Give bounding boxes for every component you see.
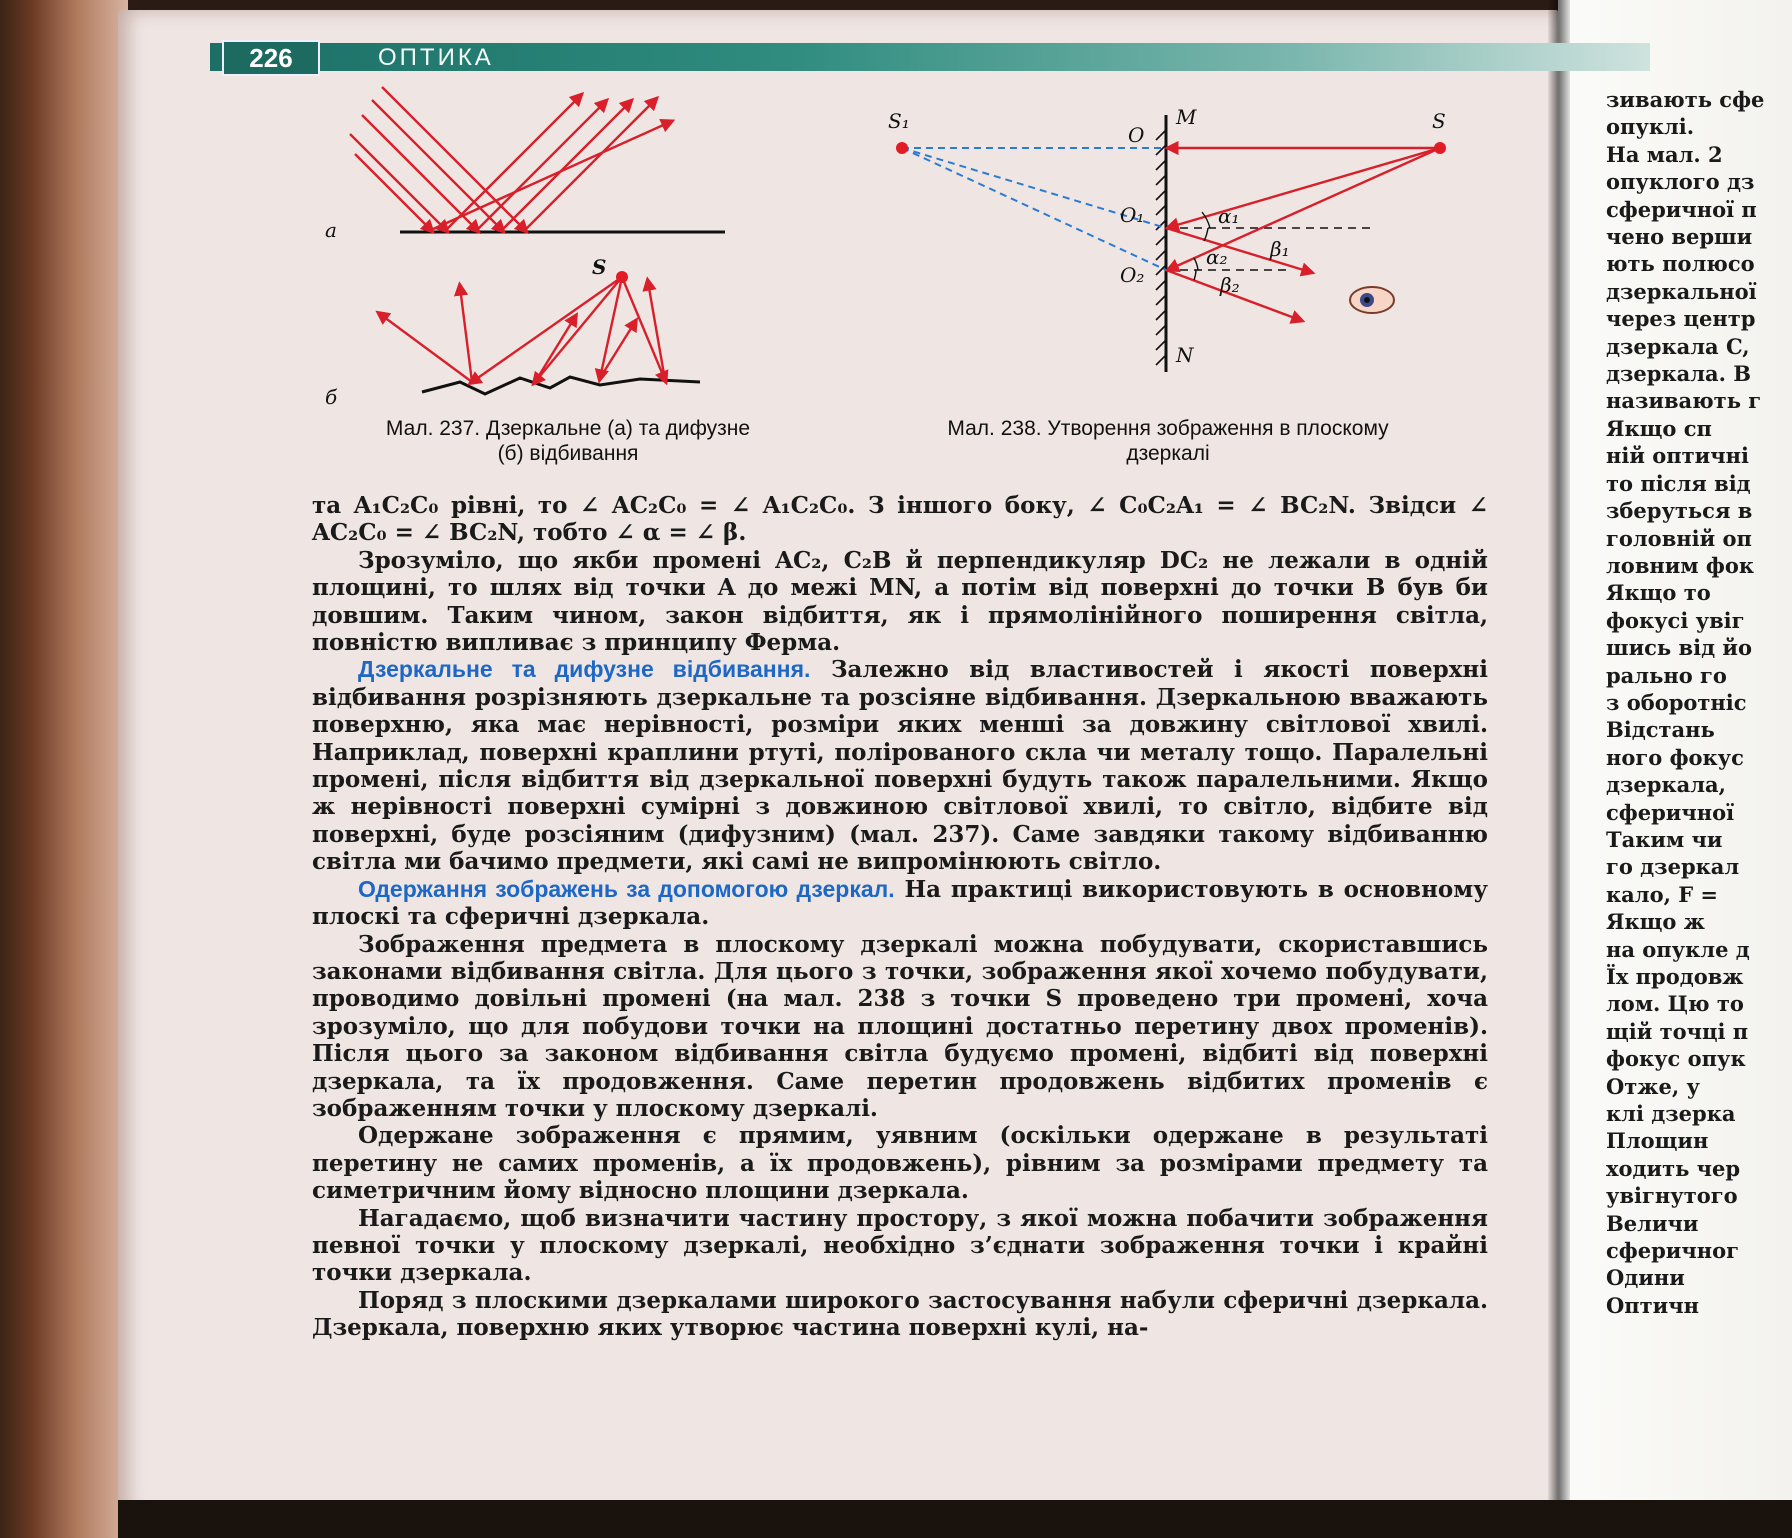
figure-238-caption-line1: Мал. 238. Утворення зображення в плоскому [947, 417, 1389, 440]
line: Отже, у [1606, 1073, 1700, 1099]
label-b: б [325, 385, 338, 409]
reflected-rays [431, 96, 670, 230]
figure-237-caption-line2: (б) відбивання [497, 442, 639, 465]
figure-238 [880, 100, 1460, 380]
line: ходить чер [1606, 1155, 1741, 1181]
figure-238-caption-line2: дзеркалі [1126, 442, 1210, 465]
line: лом. Цю то [1606, 991, 1744, 1017]
line: кало, F = [1606, 881, 1719, 907]
main-text [312, 492, 1488, 1342]
line: сферичног [1606, 1238, 1739, 1264]
light-source-S [616, 271, 628, 283]
line: зберуться в [1606, 498, 1753, 524]
line: сферичної [1606, 799, 1735, 825]
line: го дзеркал [1606, 854, 1740, 880]
line: фокусі увіг [1606, 607, 1745, 633]
rough-surface-line [422, 377, 700, 394]
label-alpha1: α₁ [1218, 204, 1240, 228]
line: називають г [1606, 388, 1762, 414]
label-S: S [592, 255, 607, 279]
line: дзеркальної [1606, 278, 1757, 304]
label-a: а [325, 218, 337, 242]
line: Якщо то [1606, 580, 1711, 606]
label-M: M [1176, 105, 1197, 129]
line: опуклі. [1606, 114, 1695, 140]
eye-icon [1350, 287, 1394, 313]
line: сферичної п [1606, 196, 1757, 222]
paragraph [312, 492, 1488, 547]
line: Таким чи [1606, 826, 1723, 852]
line: клі дзерка [1606, 1101, 1736, 1127]
next-page-column [1606, 86, 1792, 1319]
paragraph-text: Залежно від властивостей і якості поверхні відбивання розрізняють дзеркальне та розсіяне відбивання. Дзеркальною вважають поверхню, яка має нерівності, розміри яких менші за довжину світлової хвилі. Наприклад, поверхні краплини ртуті, полірованого скла чи металу тощо. Паралельні промені, після відбиття від дзеркальної поверхні будуть також паралельними. Якщо ж нерівності поверхні сумірні з довжиною світлової хвилі, то світло, відбите від поверхні, буде розсіяним (дифузним) (мал. 237). Саме завдяки такому відбиванню світла ми бачимо предмети, які самі не випромінюють світло. [312, 656, 1488, 876]
diffuse-rays [380, 277, 665, 382]
paragraph [312, 1122, 1488, 1204]
line: зивають сфе [1606, 87, 1765, 112]
line: Відстань [1606, 717, 1715, 743]
figure-237-caption [318, 416, 818, 466]
book-gutter [1548, 0, 1570, 1538]
specular-reflection-diagram [350, 87, 725, 232]
line: фокус опук [1606, 1046, 1746, 1072]
label-alpha2: α₂ [1206, 245, 1228, 269]
section-title: ОПТИКА [378, 44, 494, 71]
paragraph [312, 931, 1488, 1123]
line: ловним фок [1606, 552, 1755, 578]
line: Площин [1606, 1128, 1709, 1154]
line: дзеркала. В [1606, 361, 1752, 387]
label-O1: O₁ [1120, 203, 1145, 227]
paragraph-text: Одержане зображення є прямим, уявним (оскільки одержане в результаті перетину не самих променів, а їх продовжень), рівним за розмірами предмету та симетричним йому відносно площини дзеркала. [312, 1122, 1488, 1205]
book-spine-left [0, 0, 128, 1538]
paragraph [312, 876, 1488, 931]
line: Одини [1606, 1265, 1685, 1291]
line: головній оп [1606, 525, 1752, 551]
line: шись від йо [1606, 635, 1752, 661]
label-beta1: β₁ [1270, 237, 1290, 261]
subheading-images-mirrors: Одержання зображень за допомогою дзеркал. [358, 875, 895, 902]
label-O2: O₂ [1120, 263, 1145, 287]
line: Якщо сп [1606, 415, 1712, 441]
figure-237-caption-line1: Мал. 237. Дзеркальне (а) та дифузне [385, 417, 751, 440]
line: то після від [1606, 470, 1751, 496]
line: Їх продовж [1606, 964, 1744, 989]
paragraph-text: Поряд з плоскими дзеркалами широкого застосування набули сферичні дзеркала. Дзеркала, поверхню яких утворює частина поверхні кулі, на- [312, 1286, 1488, 1342]
figure-238-caption [868, 416, 1468, 466]
line: ють полюсо [1606, 251, 1755, 277]
image-point-S1 [896, 142, 908, 154]
paragraph [312, 547, 1488, 657]
line: Оптичн [1606, 1292, 1699, 1318]
source-point-S [1434, 142, 1446, 154]
line: Величи [1606, 1210, 1699, 1236]
paragraph-text: та A₁C₂C₀ рівні, то ∠ AC₂C₀ = ∠ A₁C₂C₀. З іншого боку, ∠ C₀C₂A₁ = ∠ BC₂N. Звідси ∠ AC₂C₀ = ∠ BC₂N, тобто ∠ α = ∠ β. [312, 492, 1488, 547]
label-S1: S₁ [888, 109, 910, 133]
line: щій точці п [1606, 1018, 1749, 1044]
line: Якщо ж [1606, 909, 1705, 935]
paragraph [312, 656, 1488, 875]
line: на опукле д [1606, 936, 1750, 962]
label-O: O [1128, 123, 1145, 147]
paragraph-text: Зрозуміло, що якби промені AC₂, C₂B й перпендикуляр DC₂ не лежали в одній площині, то шлях від точки A до межі MN, а потім від поверхні до точки B був би довшим. Таким чином, закон відбиття, як і прямолінійного поширення світла, повністю випливає з принципу Ферма. [312, 546, 1488, 657]
line: ного фокус [1606, 744, 1744, 770]
line: ній оптичні [1606, 443, 1749, 469]
book-bottom-edge [118, 1500, 1792, 1538]
label-beta2: β₂ [1220, 273, 1240, 297]
page-number: 226 [222, 40, 320, 76]
line: дзеркала, [1606, 772, 1726, 798]
label-S: S [1432, 109, 1446, 133]
diffuse-reflection-diagram [380, 271, 700, 394]
line: через центр [1606, 306, 1756, 332]
subheading-specular-diffuse: Дзеркальне та дифузне відбивання. [358, 656, 811, 683]
line: увігнутого [1606, 1183, 1738, 1209]
paragraph [312, 1205, 1488, 1287]
line: опуклого дз [1606, 169, 1755, 195]
line: На мал. 2 [1606, 141, 1723, 167]
label-N: N [1176, 343, 1194, 367]
paragraph-text: Нагадаємо, щоб визначити частину простору, з якої можна побачити зображення певної точки у плоскому дзеркалі, необхідно з’єднати зображення точки і крайні точки дзеркала. [312, 1204, 1488, 1287]
figure-237 [310, 82, 730, 412]
paragraph-text: Зображення предмета в плоскому дзеркалі можна побудувати, скориставшись законами відбивання світла. Для цього з точки, зображення якої хочемо побудувати, проводимо довільні промені (на мал. 238 з точки S проведено три промені, хоча зрозуміло, що для побудови точки на площині достатньо перетину двох променів). Після цього за законом відбивання світла будуємо промені, відбиті від поверхні дзеркала, та їх продовження. Саме перетин продовжень відбитих променів є зображенням точки у плоскому дзеркалі. [312, 930, 1488, 1122]
line: чено верши [1606, 224, 1753, 250]
paragraph [312, 1287, 1488, 1342]
plane-mirror [1156, 115, 1166, 372]
line: дзеркала C, [1606, 333, 1750, 359]
paragraph-text: На практиці використовують в основному плоскі та сферичні дзеркала. [312, 875, 1488, 931]
line: з оборотніс [1606, 689, 1747, 715]
line: рально го [1606, 662, 1727, 688]
